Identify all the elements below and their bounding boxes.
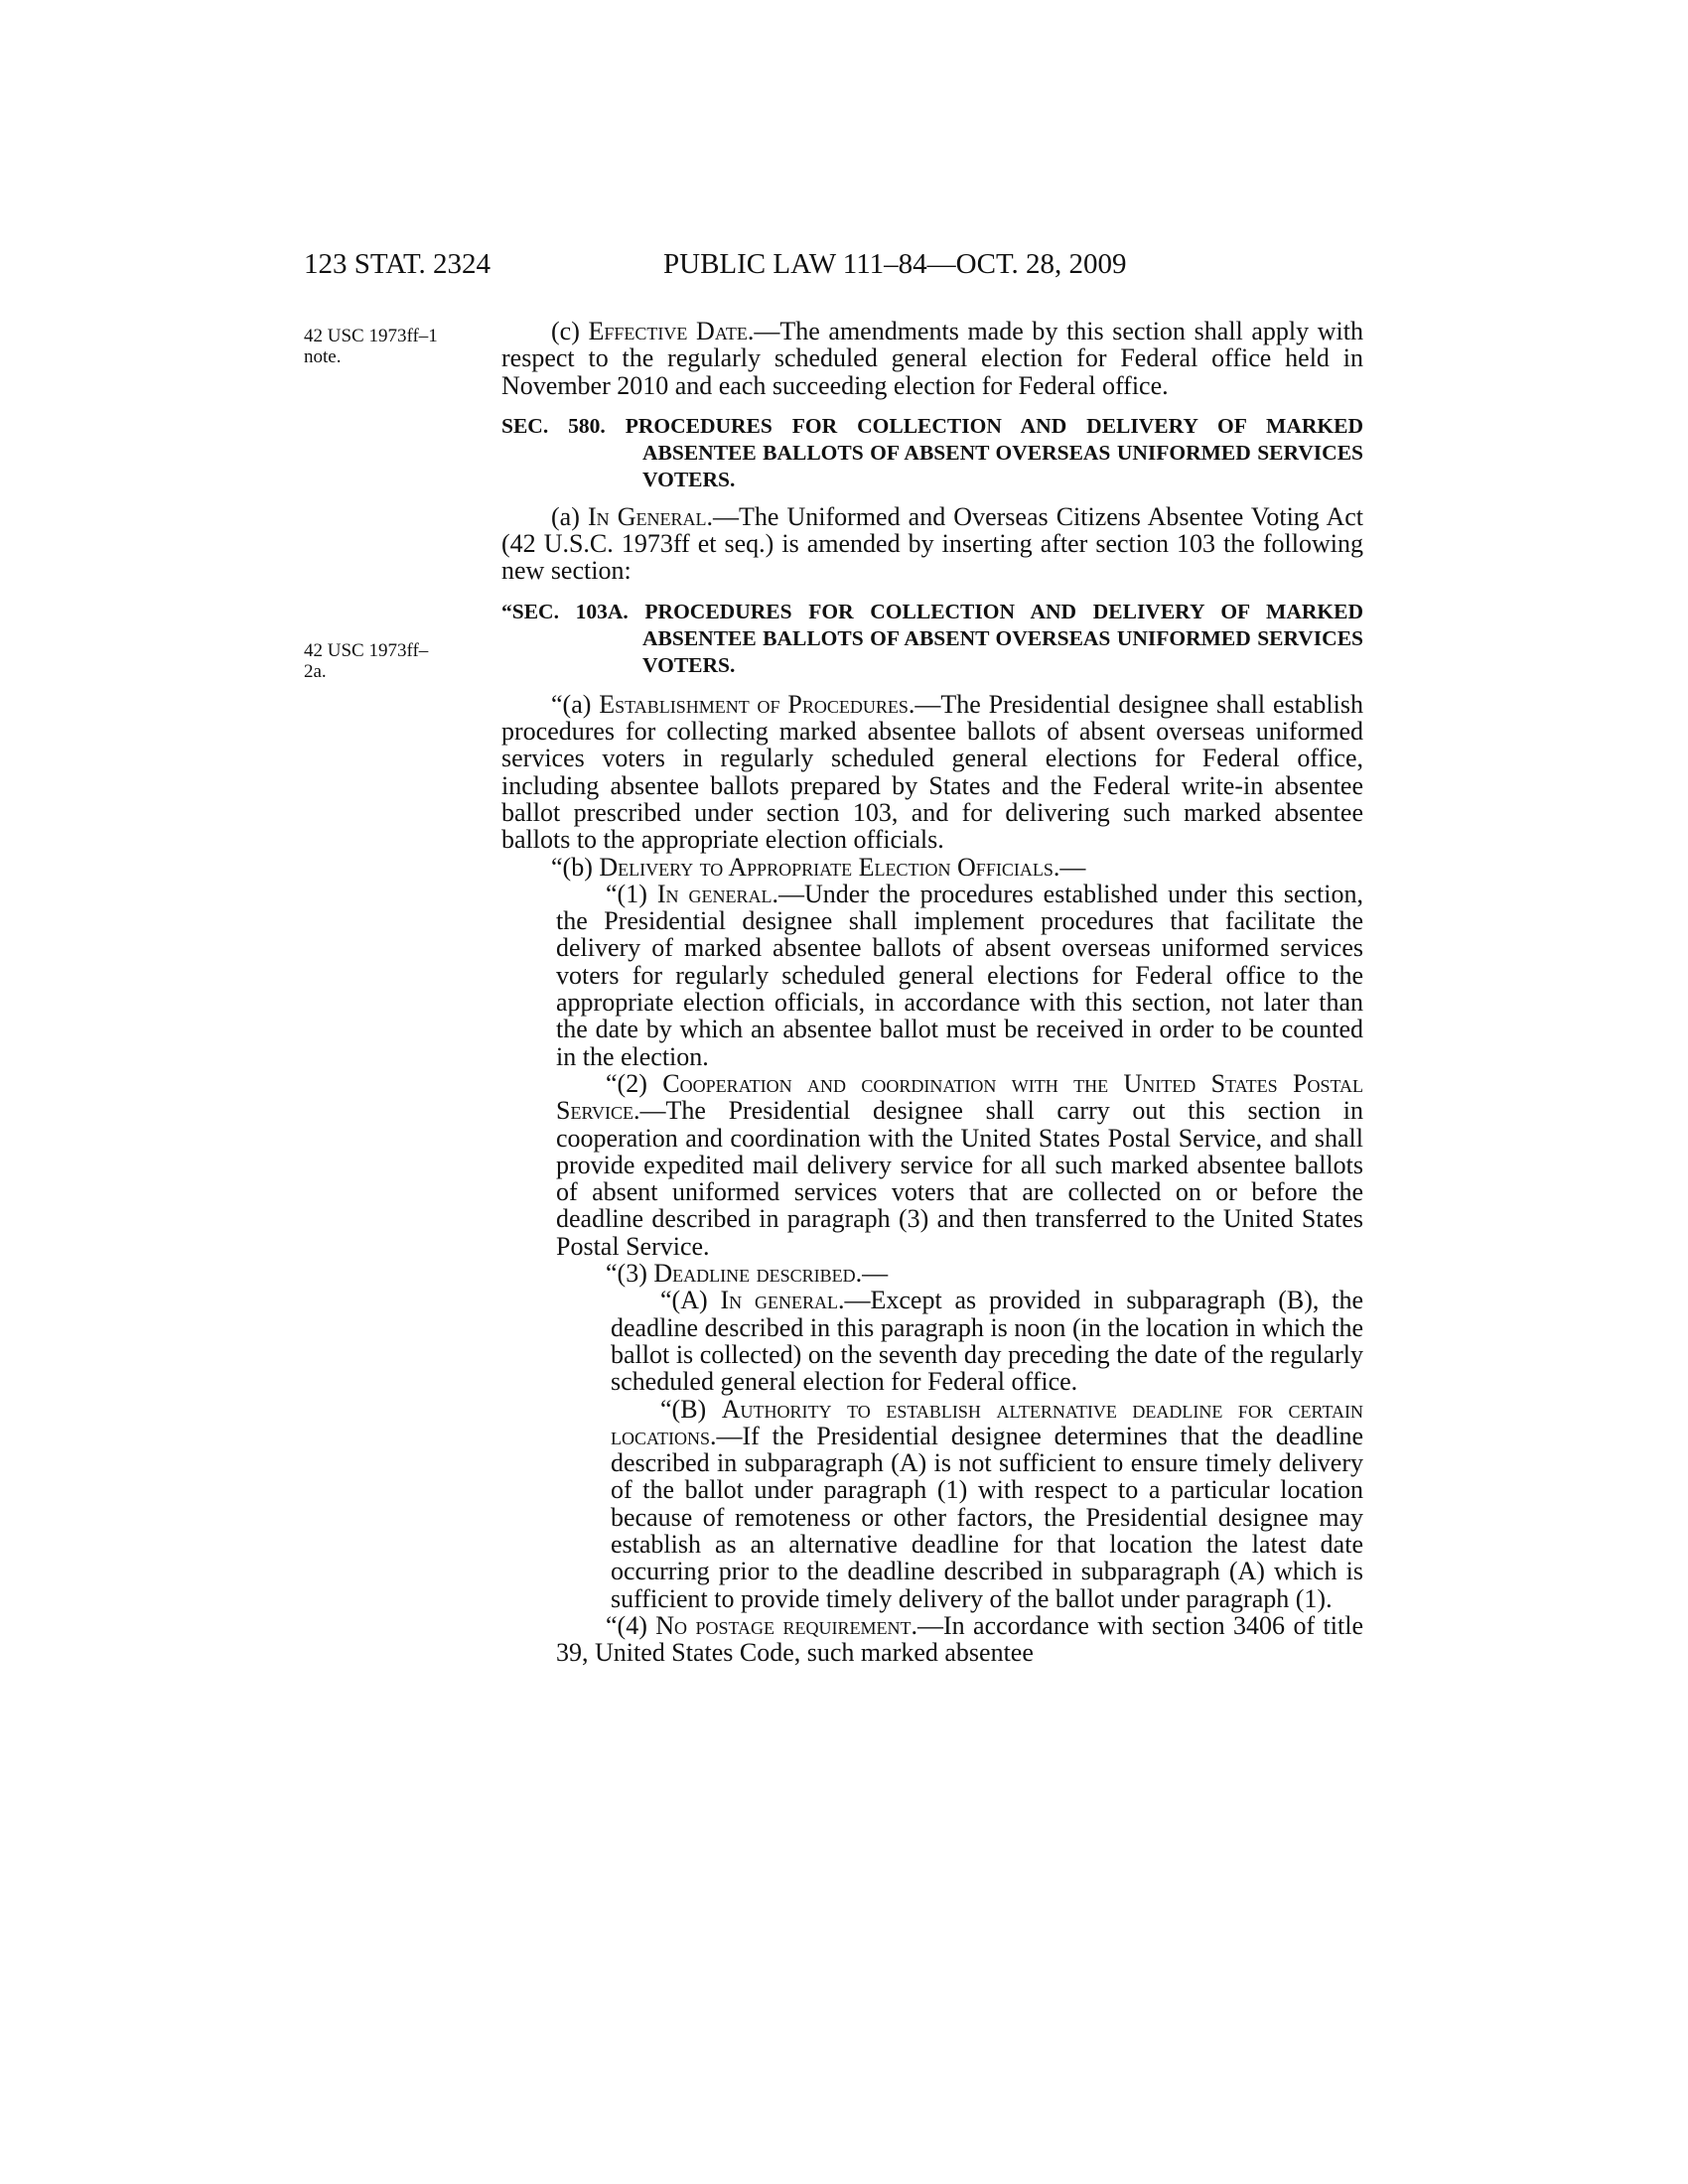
subsection-caption: Delivery to Appropriate Election Officials <box>599 852 1054 882</box>
subsection-text: .—The Uniformed and Overseas Citizens Absentee Voting Act (42 U.S.C. 1973ff et seq.) is amended by inserting after section 103 the following new section: <box>501 501 1363 586</box>
subsection-text: .—The amendments made by this section shall apply with respect to the regularly scheduled general election for Federal office held in November 2010 and each succeeding election for Federal office. <box>501 317 1363 400</box>
subsection-text: .—The Presidential designee shall establish procedures for collecting marked absentee ballots of absent overseas uniformed services voters in regularly scheduled general elections for Federal office, including absentee ballots prepared by States and the Federal write-in absentee ballot prescribed under section 103, and for delivering such marked absentee ballots to the appropriate election officials. <box>501 689 1363 855</box>
paragraph-1 <box>556 881 1363 1070</box>
paragraph-label: “(1) <box>606 879 657 908</box>
subsection-label: (a) <box>551 501 588 531</box>
subsection-caption: In General <box>587 501 707 531</box>
paragraph-block-level-1 <box>501 881 1363 1287</box>
subparagraph-caption: In general <box>720 1286 838 1315</box>
subparagraph-label: “(A) <box>660 1286 721 1315</box>
paragraph-2 <box>556 1070 1363 1260</box>
subparagraph-text: .—If the Presidential designee determines that the deadline described in subparagraph (A) is not sufficient to ensure timely delivery of the ballot under paragraph (1) with respect to a particular location because of remoteness or other factors, the Presidential designee may establish as an alternative deadline for that location the latest date occurring prior to the deadline described in subparagraph (A) which is sufficient to provide timely delivery of the ballot under paragraph (1). <box>611 1421 1363 1613</box>
subparagraph-text: .—Except as provided in subparagraph (B), the deadline described in this paragraph is noon (in the location in which the ballot is collected) on the seventh day preceding the date of the regularly scheduled general election for Federal office. <box>611 1286 1364 1397</box>
section-580-heading: SEC. 580. PROCEDURES FOR COLLECTION AND DELIVERY OF MARKED ABSENTEE BALLOTS OF ABSENT OVERSEAS UNIFORMED SERVICES VOTERS. <box>501 413 1363 491</box>
subsection-quoted-b <box>501 854 1363 881</box>
paragraph-label: “(3) <box>606 1259 654 1289</box>
paragraph-text: .— <box>855 1259 889 1289</box>
subsection-quoted-a <box>501 691 1363 854</box>
subparagraph-A <box>611 1287 1363 1395</box>
paragraph-caption: No postage requirement <box>655 1610 912 1640</box>
subsection-a <box>501 503 1363 585</box>
paragraph-block-level-1b <box>501 1612 1363 1667</box>
paragraph-caption: Deadline described <box>653 1259 856 1289</box>
subparagraph-label: “(B) <box>660 1394 722 1424</box>
running-header <box>0 248 1688 288</box>
section-103a-heading: “SEC. 103A. PROCEDURES FOR COLLECTION AND DELIVERY OF MARKED ABSENTEE BALLOTS OF ABSENT OVERSEAS UNIFORMED SERVICES VOTERS. <box>501 599 1363 677</box>
paragraph-4 <box>556 1612 1363 1667</box>
paragraph-text: .—In accordance with section 3406 of title 39, United States Code, such marked absentee <box>556 1610 1363 1668</box>
paragraph-block-level-2 <box>501 1287 1363 1612</box>
margin-note-usc-2: 42 USC 1973ff–2a. <box>304 640 429 682</box>
document-body <box>501 318 1363 1666</box>
paragraph-label: “(4) <box>606 1610 656 1640</box>
subsection-label: “(a) <box>551 689 600 719</box>
paragraph-text: .—Under the procedures established under this section, the Presidential designee shall implement procedures that facilitate the delivery of marked absentee ballots of absent overseas uniformed services voters for regularly scheduled general elections for Federal office to the appropriate election officials, in accordance with this section, not later than the date by which an absentee ballot must be received in order to be counted in the election. <box>556 879 1363 1071</box>
subsection-c <box>501 318 1363 399</box>
margin-note-usc-1: 42 USC 1973ff–1 note. <box>304 326 438 367</box>
paragraph-label: “(2) <box>606 1068 663 1098</box>
subsection-caption: Effective Date <box>588 317 748 345</box>
subparagraph-caption: Authority to establish alternative deadline for certain locations <box>611 1394 1363 1450</box>
statute-page-number: 123 STAT. 2324 <box>304 248 492 280</box>
subsection-caption: Establishment of Procedures <box>599 689 909 719</box>
subsection-label: “(b) <box>551 852 600 882</box>
subsection-label: (c) <box>551 317 589 345</box>
subsection-text: .— <box>1053 852 1086 882</box>
paragraph-caption: In general <box>656 879 773 908</box>
subparagraph-B <box>611 1396 1363 1612</box>
public-law-title: PUBLIC LAW 111–84—OCT. 28, 2009 <box>663 248 1127 280</box>
paragraph-text: .—The Presidential designee shall carry out this section in cooperation and coordination with the United States Postal Service, and shall provide expedited mail delivery service for all such marked absentee ballots of absent uniformed services voters that are collected on or before the deadline described in paragraph (3) and then transferred to the United States Postal Service. <box>556 1096 1363 1261</box>
paragraph-caption: Cooperation and coordination with the United States Postal Service <box>556 1068 1363 1126</box>
paragraph-3 <box>556 1260 1363 1287</box>
